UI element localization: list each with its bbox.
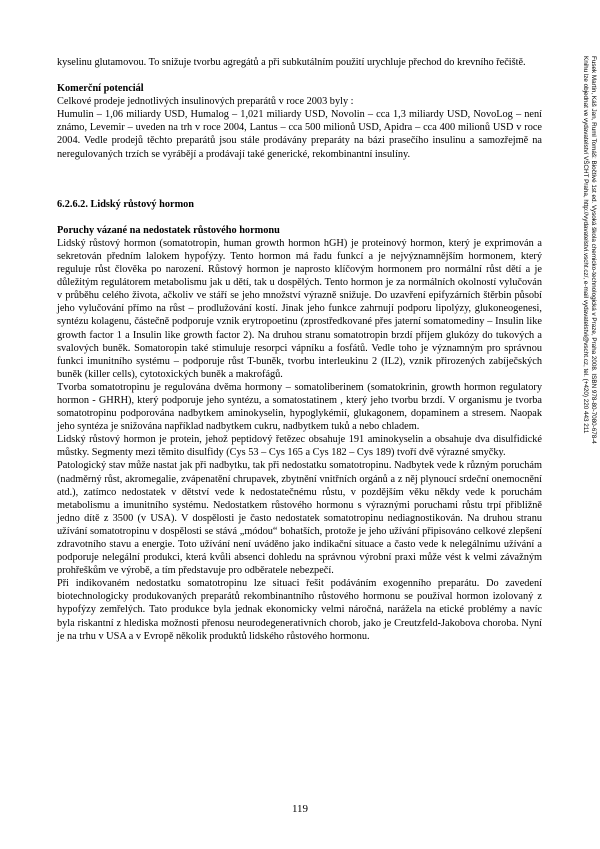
paragraph-treatment: Při indikovaném nedostatku somatotropinu lze situaci řešit podáváním exogenního preparátu. Do zavedení biotechnologicky produkovaných preparátů rekombinantního růstového hormonu se používal hormon izolovaný z hypofýzy zemřelých. Tato produkce byla jednak ekonomicky velmi náročná, narážela na etické problémy a navíc byla riskantní z hlediska možnosti přenosu neurodegenerativních chorob, jako je Creutzfeld-Jakobova choroba. Nyní je na trhu v USA a v Evropě několik produktů lidského růstového hormonu. <box>57 578 542 642</box>
intro-paragraph: kyselinu glutamovou. To snižuje tvorbu agregátů a při subkutálním použití urychluje přechod do krevního řečiště. <box>57 57 526 68</box>
commercial-heading: Komerční potenciál <box>57 83 144 95</box>
paragraph-protein: Lidský růstový hormon je protein, jehož peptidový řetězec obsahuje 191 aminokyselin a obsahuje dva disulfidické můstky. Segmenty mezi těmito disulfidy (Cys 53 – Cys 165 a Cys 182 – Cys 189) tvoří dvě výrazné smyčky. <box>57 434 542 459</box>
commercial-lead: Celkové prodeje jednotlivých insulinových preparátů v roce 2003 byly : <box>57 96 354 108</box>
page-number: 119 <box>291 803 309 815</box>
paragraph-regulation: Tvorba somatotropinu je regulována dvěma hormony – somatoliberinem (somatokrinin, growth hormon regulatory hormon - GHRH), který podporuje jeho syntézu, a somatostatinem , který jeho tvorbu brzdí. V organismu je tvorba somatotropinu podporována nadbytkem aminokyselin, hypoglykémií, glukagonem, dopaminem a stresem. Naopak jeho syntéza je snižována například nadbytkem cukru, nadbytkem tuků a nebo chladem. <box>57 381 542 433</box>
paragraph-pathology: Patologický stav může nastat jak při nadbytku, tak při nedostatku somatotropinu. Nadbytek vede k různým poruchám (nadměrný růst, akromegalie, zvápenatění chrupavek, zbytnění vnitřních orgánů a z něj plynoucí srdeční onemocnění atd.), zatímco nedostatek v dětství vede k nedostatečnému růstu, v pozdějším věku někdy vede k poruchám metabolismu a imunitního systému. Nedostatkem růstového hormonu s výraznými poruchami růstu trpí přibližně jedno dítě z 3500 (v USA). V dospělosti je často nedostatek somatotropinu nediagnostikován. Na druhou stranu užívání somatotropinu v dospělosti se stává „módou“ bohatších, protože je jeho užívání připisováno celkové zlepšení zdravotního stavu a energie. Toto užívání není uváděno jako indikační situace a často vede k nelegálnímu užívání a podporuje nelegální produkci, která kvůli absenci dohledu na správnou výrobní praxi může vést k velmi závažným prohřeškům ve výrobě, a tím představuje pro odběratele nebezpečí. <box>57 460 542 577</box>
side-note-order-info: Knihu lze objednat ve vydavatelství VŠCHT Praha, http://vydavatelstvi.vscht.cz/, e-mail vydavatelstvi@vscht.cz, tel. (+420) 220 443 211 <box>582 56 589 434</box>
side-note <box>577 56 597 596</box>
paragraph-somatotropin: Lidský růstový hormon (somatotropin, human growth hormon hGH) je proteinový hormon, který je exprimován a sekretován předním lalokem hypofýzy. Tento hormon má řadu funkcí a je nejvýznamnějším hormonem, který reguluje růst člověka po narození. Růstový hormon je naprosto klíčovým hormonem pro normální růst dětí a je důležitým regulátorem metabolismu jak u dětí, tak u dospělých. Tento hormon je za normálních okolností vylučován v průběhu celého života, ačkoliv ve stáří se jeho množství výrazně snižuje. Do uzavření epifyzárních štěrbin působí jeho vylučování přímo na růst – prodlužování kostí. Jinak jeho funkce zahrnují podporu lipolýzy, glukoneogenesi, syntézu kolagenu, částečně podporuje vznik erytropoetinu (zprostředkované přes jaterní somatomediny – Insulin like growth factor 1 a Insulin like growth factor 2). Na druhou stranu somatotropin brzdí příjem glukózy do tukových a svalových buněk. Somatoropin také stimuluje resorpci vápníku a fosfátů. Vedle toho je významným pro správnou funkci imunitního systému – podporuje růst T-buněk, tvorbu interleukinu 2 (IL2), vznik přirozených zabíječských buněk (killer cells), cytotoxických buněk a makrofágů. <box>57 237 542 380</box>
page-body <box>57 56 542 643</box>
section-heading: 6.2.6.2. Lidský růstový hormon <box>57 198 195 210</box>
section-subheading: Poruchy vázané na nedostatek růstového hormonu <box>57 224 280 236</box>
commercial-body: Humulin – 1,06 miliardy USD, Humalog – 1,021 miliardy USD, Novolin – cca 1,3 miliardy USD, NovoLog – není známo, Levemir – uveden na trh v roce 2004, Lantus – cca 500 milionů USD, Apidra – cca 400 milionů USD v roce 2004. Vedle prodejů těchto preparátů jsou stále prodávány preparáty na bázi prasečího insulinu a samozřejmě na neregulovaných trzích se vyrábějí a prodávají také generické, rekombinantní insulíny. <box>57 109 542 160</box>
side-note-citation: Fusek Martin, Káš Jan, Ruml Tomáš: Biočtivé 1st ed. Vysoká škola chemicko-technologická v Praze, Praha 2008. ISBN 978-80-7080-678-4 <box>590 56 597 444</box>
